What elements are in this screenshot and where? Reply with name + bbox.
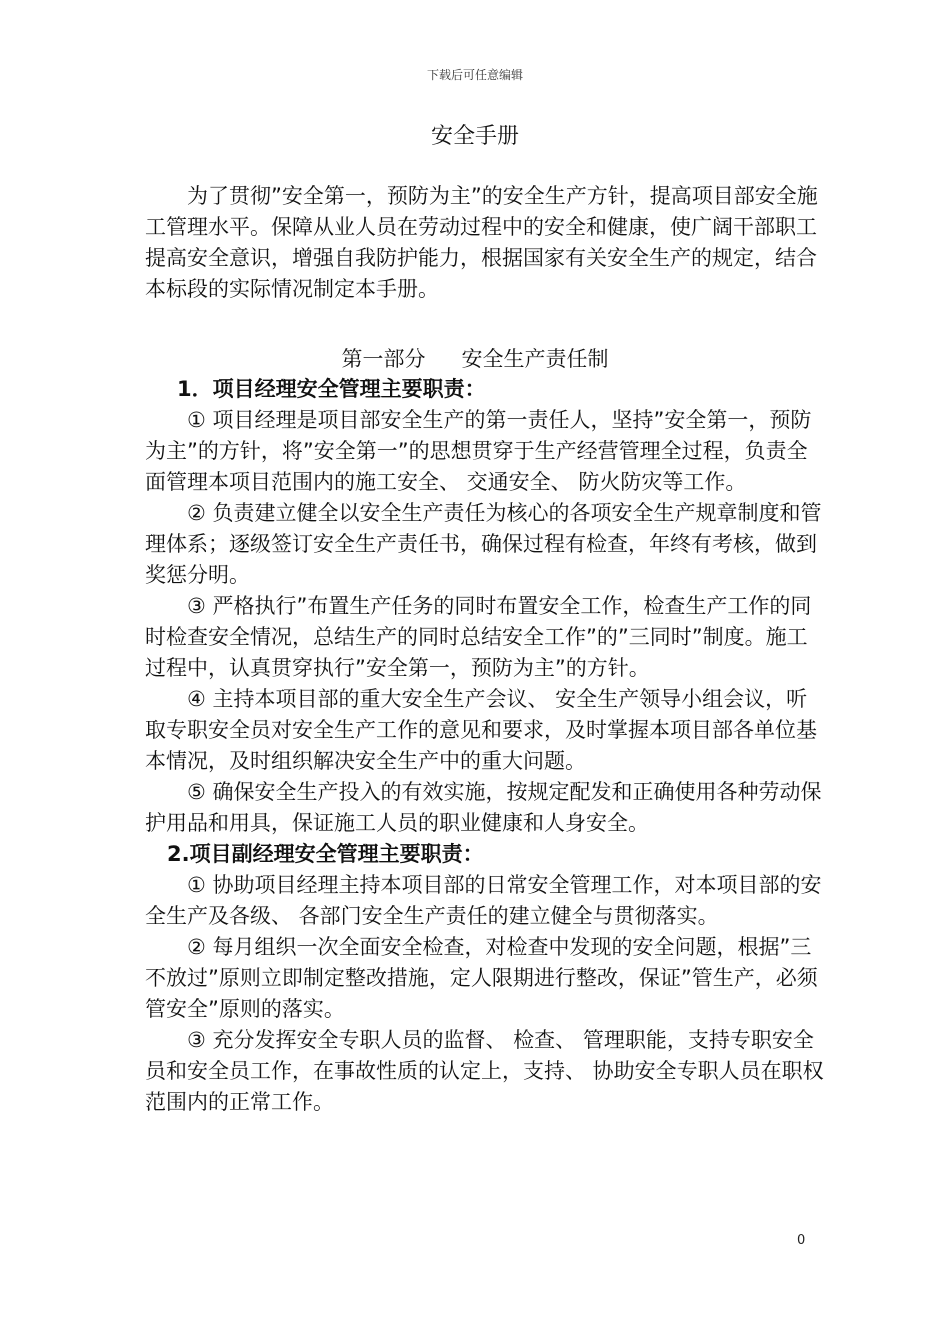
item-1-paragraph-3: ③ 严格执行”布置生产任务的同时布置安全工作，检查生产工作的同时检查安全情况，总结生产的同时总结安全工作”的”三同时”制度。施工过程中，认真贯穿执行”安全第一，预防为主”的方针。: [145, 594, 812, 680]
intro-section: [145, 181, 825, 305]
section-part: 第一部分: [341, 347, 426, 371]
item-2-paragraph-1: ① 协助项目经理主持本项目部的日常安全管理工作，对本项目部的安全生产及各级、 各部门安全生产责任的建立健全与贯彻落实。: [145, 873, 822, 928]
item-1-paragraph-1: ① 项目经理是项目部安全生产的第一责任人，坚持”安全第一，预防为主”的方针，将”安全第一”的思想贯穿于生产经营管理全过程，负责全面管理本项目范围内的施工安全、 交通安全、 防火防灾等工作。: [145, 408, 812, 494]
item-2-paragraph-3: ③ 充分发挥安全专职人员的监督、 检查、 管理职能，支持专职安全员和安全员工作，在事故性质的认定上，支持、 协助安全专职人员在职权范围内的正常工作。: [145, 1028, 824, 1114]
header-note: 下载后可任意编辑: [426, 68, 523, 82]
item-1-paragraph-5: ⑤ 确保安全生产投入的有效实施，按规定配发和正确使用各种劳动保护用品和用具，保证施工人员的职业健康和人身安全。: [145, 780, 822, 835]
item-heading-1: 1．项目经理安全管理主要职责：: [177, 377, 486, 401]
item-1-paragraph-4: ④ 主持本项目部的重大安全生产会议、 安全生产领导小组会议，听取专职安全员对安全生产工作的意见和要求，及时掌握本项目部各单位基本情况，及时组织解决安全生产中的重大问题。: [145, 687, 817, 773]
page-number: 0: [797, 1233, 806, 1248]
item-heading-2: 2.项目副经理安全管理主要职责：: [167, 842, 484, 866]
document-title: 安全手册: [430, 124, 519, 149]
intro-paragraph: 为了贯彻”安全第一，预防为主”的安全生产方针，提高项目部安全施工管理水平。保障从业人员在劳动过程中的安全和健康，使广阔干部职工提高安全意识，增强自我防护能力，根据国家有关安全生产的规定，结合本标段的实际情况制定本手册。: [145, 184, 818, 301]
item-1-paragraph-2: ② 负责建立健全以安全生产责任为核心的各项安全生产规章制度和管理体系；逐级签订安全生产责任书，确保过程有检查，年终有考核，做到奖惩分明。: [145, 501, 822, 587]
section-title: [0, 344, 950, 375]
item-2-paragraph-2: ② 每月组织一次全面安全检查，对检查中发现的安全问题，根据”三不放过”原则立即制定整改措施，定人限期进行整改，保证”管生产，必须管安全”原则的落实。: [145, 935, 818, 1021]
section-name: 安全生产责任制: [461, 347, 609, 371]
responsibilities-section: [145, 374, 825, 1118]
